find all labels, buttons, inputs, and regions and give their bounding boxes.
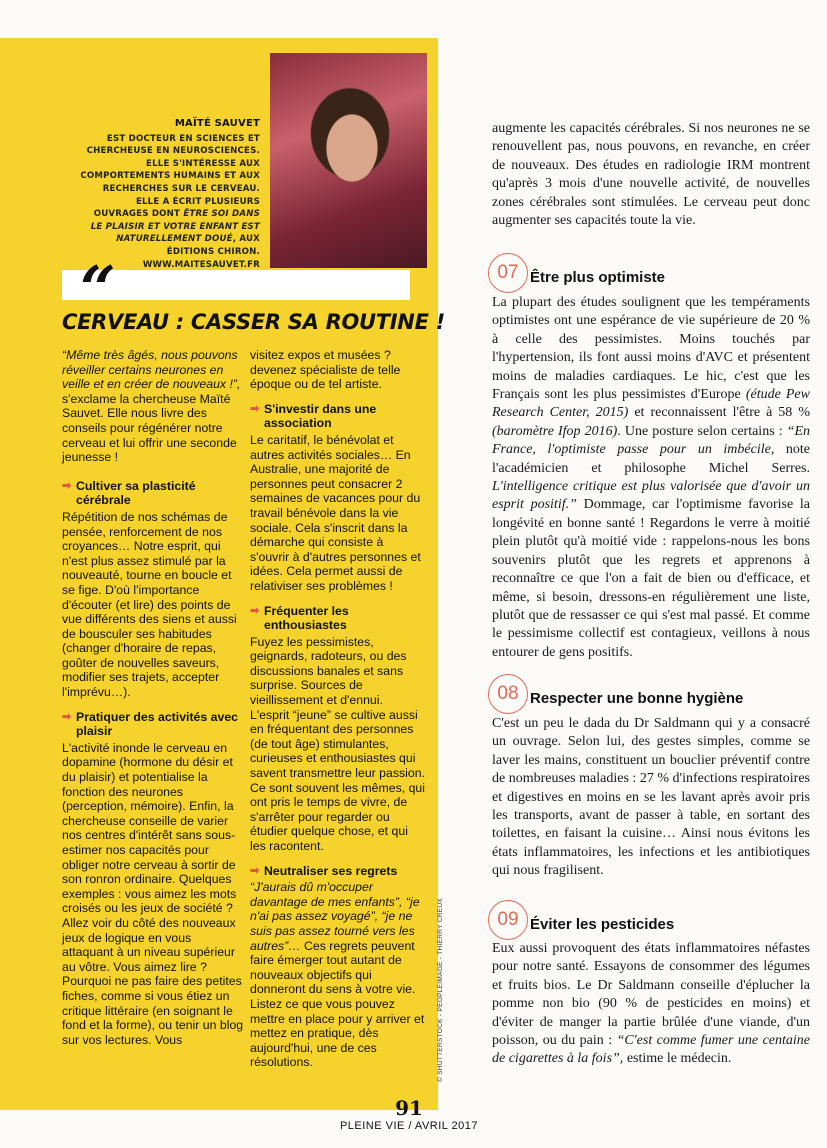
section-08-body <box>492 715 810 881</box>
section-09-body <box>492 940 810 1069</box>
magazine-issue: PLEINE VIE / AVRIL 2017 <box>339 1120 479 1132</box>
bio-books: ÊTRE SOI DANS LE PLAISIR ET VOTRE ENFANT EST NATURELLEMENT DOUÉ <box>90 209 260 245</box>
yellow-column-1 <box>62 348 244 1047</box>
section-07-title: Être plus optimiste <box>530 269 666 286</box>
section-07-text <box>492 294 810 662</box>
section-08-text: C'est un peu le dada du Dr Saldmann qui y a consacré un ouvrage. Selon lui, des gestes simples, comme se laver les mains, constituent un bouclier préventif contre de nombreuses maladies : 27 % d'infections respiratoires et digestives en moins en se les lavant après avoir pris les transports, avant de passer à table, en sortant des toilettes, en faisant la cuisine… Ainsi nous évitons les états inflammatoires, les infections et les antibiotiques qui nous fragilisent. <box>492 716 810 879</box>
yellow-column-2 <box>250 348 425 1070</box>
section-09-number: 09 <box>488 900 528 940</box>
author-portrait <box>270 53 427 268</box>
regrets-rest: Ces regrets peuvent faire émerger tout autant de nouveaux objectifs qui donneront du sens à votre vie. Listez ce que vous pouvez mettre en place pour y arriver et mettez en pratique, dès aujourd'hui, une de ces résolutions. <box>250 938 425 1070</box>
s09-quote: “C'est comme fumer une centaine de cigarettes à la fois”, <box>492 1033 810 1067</box>
lead-quote: “Même très âgés, nous pouvons réveiller certains neurones en veille et en créer de nouveaux !”, <box>62 348 241 392</box>
intro-paragraph <box>492 120 810 230</box>
intro-text: augmente les capacités cérébrales. Si nos neurones ne se renouvellent pas, nous pouvons, en revanche, en créer de nouveaux. Des études en radiologie IRM montrent qu'après 3 mois d'une nouvelle activité, de nouvelles zones cérébrales sont stimulées. Le cerveau peut donc augmenter ses capacités toute la vie. <box>492 121 810 229</box>
bio-publisher: , AUX ÉDITIONS CHIRON. <box>166 234 260 257</box>
paragraph-association: Le caritatif, le bénévolat et autres activités sociales… En Australie, une majorité de personnes peut consacrer 2 semaines de vacances pour du travail bénévole dans la vie sociale. Cela s'inscrit dans la démarche qui consiste à s'ouvrir à d'autres personnes et idées. Cela permet aussi de relativiser ses problèmes ! <box>250 432 421 593</box>
section-09-text <box>492 940 810 1069</box>
s07-part-c: et reconnaissent l'être à 58 % <box>628 405 810 421</box>
headline: CERVEAU : CASSER SA ROUTINE ! <box>62 310 445 334</box>
author-bio <box>80 118 260 271</box>
section-08-title: Respecter une bonne hygiène <box>530 690 744 707</box>
s09-part-a: Eux aussi provoquent des états inflammatoires néfastes pour notre santé. Essayons de consommer des légumes et fruits bios. Le Dr Saldmann conseille d'éplucher la pomme non bio (90 % de pesticides en moins) et d'éviter de manger la partie brûlée d'une viande, d'un poisson, ou du pain : <box>492 941 810 1049</box>
bio-text: EST DOCTEUR EN SCIENCES ET CHERCHEUSE EN NEUROSCIENCES. ELLE S'INTÉRESSE AUX COMPORTEMENTS HUMAINS ET AUX RECHERCHES SUR LE CERVEAU. ELLE A ÉCRIT PLUSIEURS OUVRAGES DONT <box>80 133 260 220</box>
s07-part-i: Dommage, car l'optimisme favorise la longévité en bonne santé ! Regardons le verre à moitié plein plutôt qu'à moitié vide : rappelons-nous les bons souvenirs plutôt que les regrets et apprenons à reconnaître ce que l'on a fait de bien ou d'efficace, et même, si besoin, dressons-en régulièrement une liste, plutôt que de ressasser ce qui s'est mal passé. Et comme le pessimisme collectif est contagieux, veillons à nous entourer de gens positifs. <box>492 497 811 660</box>
paragraph-expos: visitez expos et musées ? devenez spécialiste de telle époque ou de tel artiste. <box>250 348 401 392</box>
s07-source-pew: (étude Pew Research Center, 2015) <box>492 387 810 421</box>
page-number: 91 <box>395 1096 423 1120</box>
s07-part-e: . Une posture selon certains : <box>617 423 787 439</box>
subhead-regrets: ➡ Neutraliser ses regrets <box>250 864 425 879</box>
s07-part-a: La plupart des études soulignent que les tempéraments optimistes ont une espérance de vie supérieure de 20 % à celle des pessimistes. Moins touchés par l'hypertension, ils font aussi moins d'AVC et présentent moins de maladies cardiaques. Le hic, c'est que les Français sont les plus pessimistes d'Europe <box>492 295 810 403</box>
quote-mark: “ <box>80 252 116 325</box>
photo-credit: © SHUTTERSTOCK - PEOPLEIMAGE - THIERRY CREUX <box>437 897 444 1082</box>
paragraph-plasticite: Répétition de nos schémas de pensée, renforcement de nos croyances… Notre esprit, qui n'est plus assez stimulé par la nouveauté, tourne en boucle et se fige. D'où l'importance d'écouter (et lire) des points de vue différents des siens et aussi de bousculer ses habitudes (changer d'horaire de repas, goûter de nouvelles saveurs, modifier ses trajets, accepter l'imprévu…). <box>62 509 237 700</box>
lead-paragraph <box>62 348 244 465</box>
section-08-number: 08 <box>488 674 528 714</box>
s09-part-c: estime le médecin. <box>623 1051 732 1067</box>
subhead-association: ➡ S'investir dans une association <box>250 402 425 431</box>
section-09-title: Éviter les pesticides <box>530 916 675 933</box>
section-07-number: 07 <box>488 253 528 293</box>
section-07-body <box>492 294 810 662</box>
regrets-quotes: “J'aurais dû m'occuper davantage de mes enfants”, “je n'ai pas assez voyagé”, “je ne suis pas assez tourné vers les autres”… <box>250 880 420 953</box>
author-name: MAÏTÉ SAUVET <box>174 118 260 129</box>
lead-rest: s'exclame la chercheuse Maïté Sauvet. Elle nous livre des conseils pour régénérer notre cerveau et lui offrir une seconde jeunesse ! <box>62 391 237 465</box>
s07-source-ifop: (baromètre Ifop 2016) <box>492 423 618 439</box>
s07-quote-2: L'intelligence critique est plus valorisée que d'avoir un esprit positif.” <box>492 479 810 513</box>
s07-part-g: note l'académicien et philosophe Michel Serres. <box>492 442 810 476</box>
paragraph-activites: L'activité inonde le cerveau en dopamine (hormone du désir et du plaisir) et potentialise la fonction des neurones (perception, mémoire). Enfin, la chercheuse conseille de varier nos centres d'intérêt sans sous-estimer nos capacités pour obliger notre cerveau à sortir de son ronron ordinaire. Quelques exemples : vous aimez les mots croisés ou les jeux de société ? Allez voir du côté des nouveaux jeux de logique en vous attaquant à un niveau supérieur au vôtre. Vous aimez lire ? Pourquoi ne pas faire des petites fiches, comme si vous étiez un critique littéraire (en soignant le fond et la forme), ou tenir un blog sur vos lectures. Vous <box>62 740 244 1047</box>
subhead-activites: ➡ Pratiquer des activités avec plaisir <box>62 710 244 739</box>
page-folio <box>324 1098 494 1132</box>
paragraph-regrets <box>250 880 425 1070</box>
paragraph-enthousiastes: Fuyez les pessimistes, geignards, radoteurs, ou des discussions banales et sans surprise. Sources de vieillissement et d'ennui. L'esprit “jeune” se cultive aussi en fréquentant des personnes (de tout âge) stimulantes, curieuses et enthousiastes qui savent transmettre leur passion. Ce sont souvent les mêmes, qui ont pris le temps de vivre, de s'arrêter pour regarder ou étudier quelque chose, et qui les racontent. <box>250 634 425 853</box>
s07-quote-1: “En France, l'optimiste passe pour un imbécile, <box>492 423 810 458</box>
subhead-plasticite: ➡ Cultiver sa plasticité cérébrale <box>62 479 244 508</box>
author-website[interactable]: WWW.MAITESAUVET.FR <box>142 259 260 270</box>
subhead-enthousiastes: ➡ Fréquenter les enthousiastes <box>250 604 425 633</box>
